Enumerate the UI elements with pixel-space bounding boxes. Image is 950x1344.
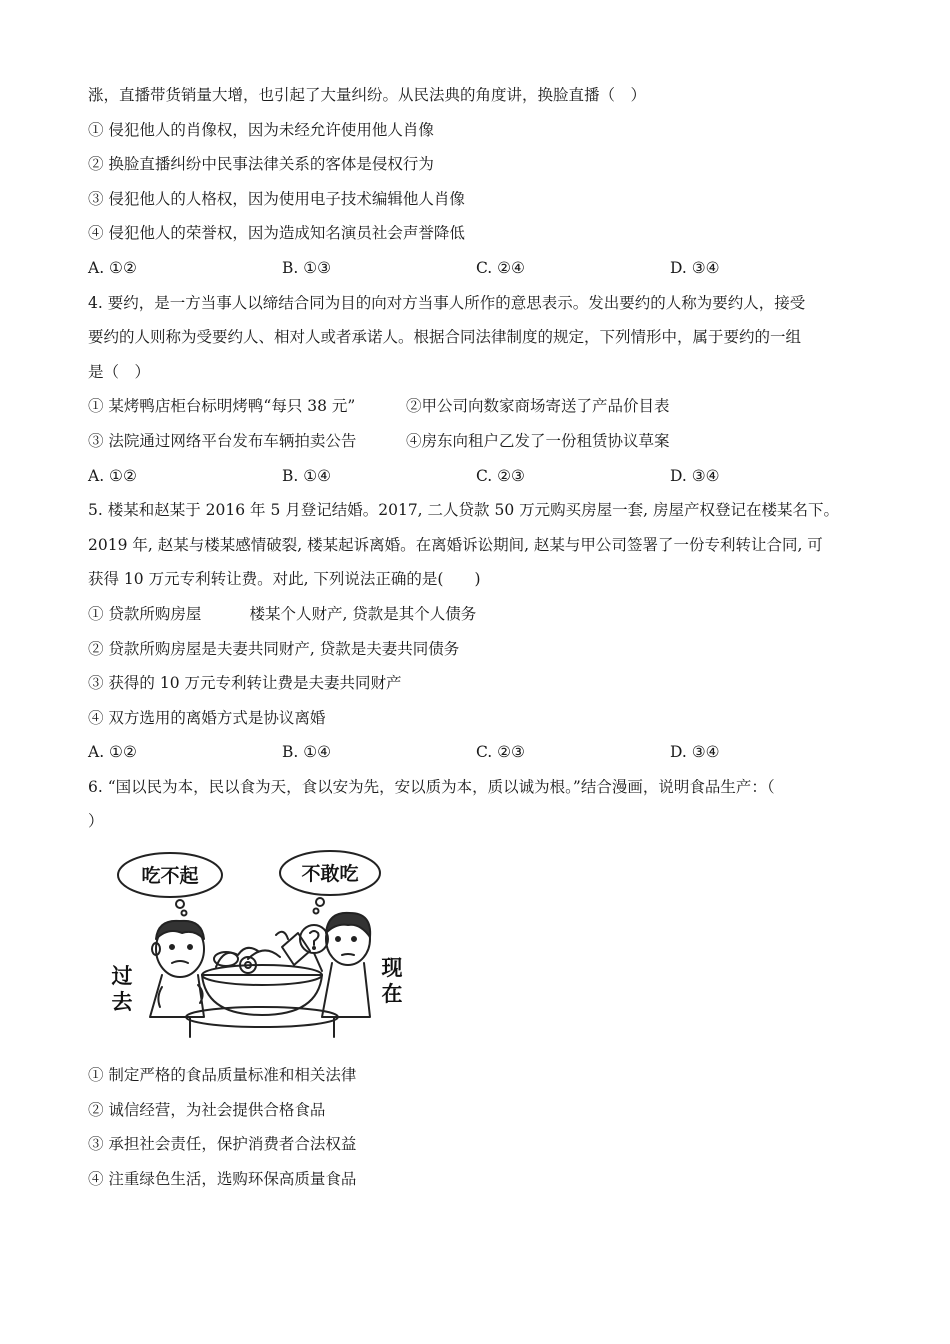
q6-statement-2: ② 诚信经营，为社会提供合格食品: [88, 1100, 326, 1119]
q5-stem-line-3: 获得 10 万元专利转让费。对此, 下列说法正确的是( ): [88, 570, 481, 589]
cartoon-drawing: [98, 847, 408, 1042]
q5-option-b[interactable]: B. ①④: [282, 743, 332, 762]
q3-options: [88, 251, 868, 286]
bubble-right-text: 不敢吃: [301, 863, 359, 886]
q6-stem-line-1: 6. “国以民为本，民以食为天，食以安为先，安以质为本，质以诚为根。”结合漫画，说明食品生产：（: [88, 777, 775, 796]
q5-option-d[interactable]: D. ③④: [670, 743, 720, 762]
q5-stem-line-1: 5. 楼某和赵某于 2016 年 5 月登记结婚。2017, 二人贷款 50 万元购买房屋一套, 房屋产权登记在楼某名下。: [88, 501, 839, 520]
q4-statement-row-1: [88, 389, 868, 424]
q5-stem-line-2: 2019 年, 赵某与楼某感情破裂, 楼某起诉离婚。在离婚诉讼期间, 赵某与甲公司签署了一份专利转让合同, 可: [88, 535, 823, 554]
label-past-2: 去: [111, 990, 133, 1015]
q4-options: [88, 459, 868, 494]
q3-option-a[interactable]: A. ①②: [88, 258, 137, 277]
q3-option-b[interactable]: B. ①③: [282, 258, 332, 277]
food-safety-cartoon: [98, 847, 408, 1042]
q3-statement-2: ② 换脸直播纠纷中民事法律关系的客体是侵权行为: [88, 155, 434, 174]
q3-statement-4: ④ 侵犯他人的荣誉权，因为造成知名演员社会声誉降低: [88, 224, 465, 243]
q5-statement-1: [88, 597, 868, 632]
q4-stem-line-3: 是（ ）: [88, 362, 151, 381]
q3-stem-tail: 涨，直播带货销量大增，也引起了大量纠纷。从民法典的角度讲，换脸直播（ ）: [88, 86, 647, 104]
q5-statement-2: ② 贷款所购房屋是夫妻共同财产, 贷款是夫妻共同债务: [88, 639, 460, 658]
q3-statement-3: ③ 侵犯他人的人格权，因为使用电子技术编辑他人肖像: [88, 189, 465, 208]
q5-statement-1-part-a: ① 贷款所购房屋: [88, 604, 202, 623]
q4-statement-1: ① 某烤鸭店柜台标明烤鸭“每只 38 元”: [88, 397, 356, 416]
q3-option-c[interactable]: C. ②④: [476, 258, 525, 277]
q4-stem-line-1: 4. 要约，是一方当事人以缔结合同为目的向对方当事人所作的意思表示。发出要约的人称为要约人，接受: [88, 293, 806, 312]
q4-statement-2: ②甲公司向数家商场寄送了产品价目表: [406, 397, 670, 416]
q3-option-d[interactable]: D. ③④: [670, 258, 720, 277]
q4-option-b[interactable]: B. ①④: [282, 466, 332, 485]
q4-statement-3: ③ 法院通过网络平台发布车辆拍卖公告: [88, 431, 357, 450]
label-past-1: 过: [111, 964, 133, 989]
q5-statement-1-part-b: 楼某个人财产, 贷款是其个人债务: [249, 604, 477, 623]
q4-statement-row-2: [88, 424, 868, 459]
q6-stem-line-2: ）: [88, 812, 104, 831]
label-now-1: 现: [381, 956, 403, 981]
q6-statement-4: ④ 注重绿色生活，选购环保高质量食品: [88, 1169, 357, 1188]
q4-stem-line-2: 要约的人则称为受要约人、相对人或者承诺人。根据合同法律制度的规定，下列情形中，属于要约的一组: [88, 328, 802, 347]
q3-statement-1: ① 侵犯他人的肖像权，因为未经允许使用他人肖像: [88, 120, 434, 139]
q5-statement-4: ④ 双方选用的离婚方式是协议离婚: [88, 708, 326, 727]
q4-option-d[interactable]: D. ③④: [670, 466, 720, 485]
exam-page: [88, 78, 868, 1196]
q6-statement-3: ③ 承担社会责任，保护消费者合法权益: [88, 1135, 357, 1154]
q5-options: [88, 735, 868, 770]
q4-statement-4: ④房东向租户乙发了一份租赁协议草案: [406, 431, 670, 450]
q4-option-a[interactable]: A. ①②: [88, 466, 137, 485]
q4-option-c[interactable]: C. ②③: [476, 466, 525, 485]
bubble-left-text: 吃不起: [141, 865, 199, 888]
label-now-2: 在: [381, 982, 403, 1007]
q5-statement-3: ③ 获得的 10 万元专利转让费是夫妻共同财产: [88, 674, 402, 693]
q6-statement-1: ① 制定严格的食品质量标准和相关法律: [88, 1066, 357, 1085]
q5-option-a[interactable]: A. ①②: [88, 743, 137, 762]
q5-option-c[interactable]: C. ②③: [476, 743, 525, 762]
